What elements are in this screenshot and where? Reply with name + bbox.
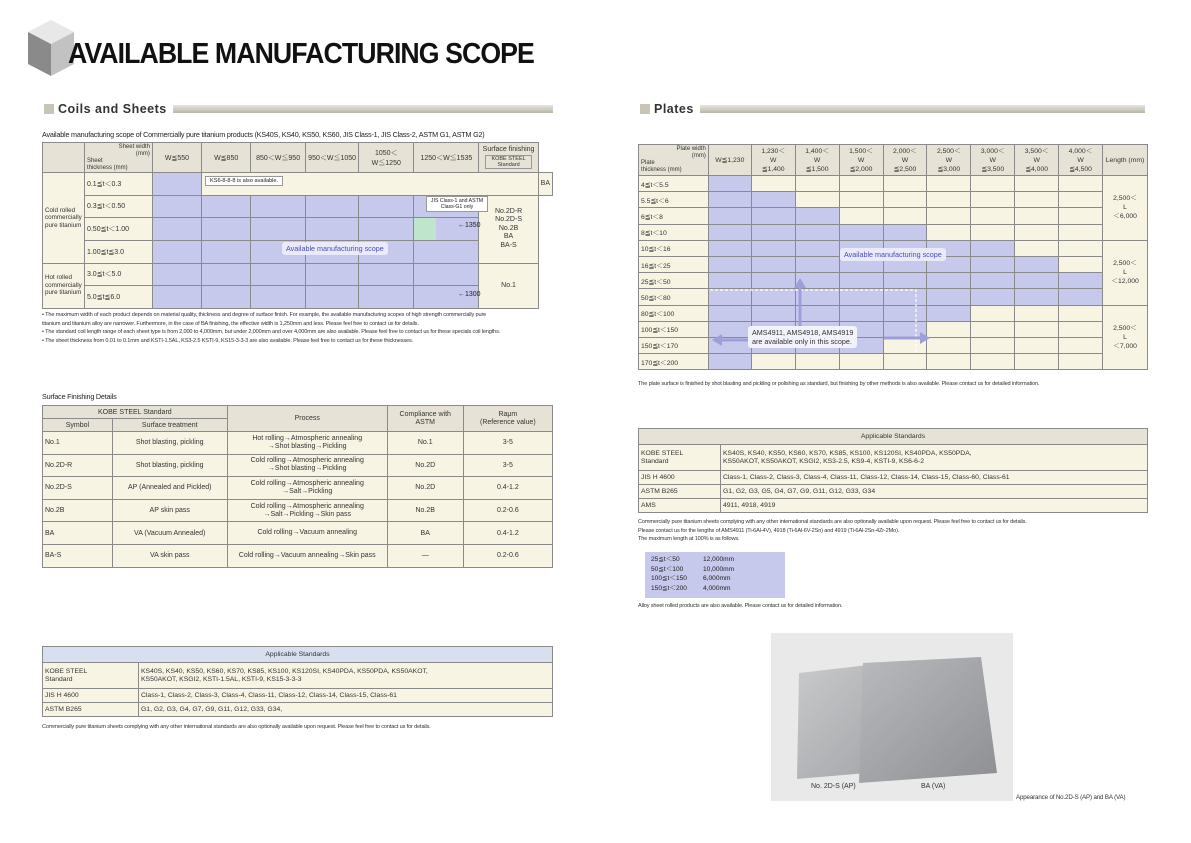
plates-cell (1059, 192, 1103, 208)
surface-h-symbol: Symbol (43, 419, 113, 432)
coils-col-5: 1050＜W≦1250 (359, 143, 414, 173)
photo-label-right: BA (VA) (921, 783, 946, 790)
plates-cell (1059, 240, 1103, 256)
plates-cell (1015, 256, 1059, 272)
surface-treatment: Shot blasting, pickling (112, 432, 227, 455)
plates-cell (751, 208, 795, 224)
surface-h-process: Process (227, 406, 387, 432)
surface-symbol: No.2D-S (43, 477, 113, 500)
standards-note-right: The maximum length at 100% is as follows. (638, 536, 740, 542)
surface-symbol: No.2D-R (43, 454, 113, 477)
plates-cell (1015, 192, 1059, 208)
plates-cell (1015, 321, 1059, 337)
standards-note-right: Commercially pure titanium sheets complying with any other international standards are also optionally available upon request. Please feel free to contact us for details. (638, 519, 1027, 525)
plates-cell (708, 240, 751, 256)
surface-caption: Surface Finishing Details (42, 392, 117, 401)
coils-col-6: 1250＜W≦1535 (414, 143, 479, 173)
plates-cell (795, 176, 839, 192)
value-1350: ←1350 (458, 222, 481, 229)
standard-value: KS40S, KS40, KS50, KS60, KS70, KS85, KS100, KS120SI, KS40PDA, KS50PDA, KS50AKOT, KS50AKOT, KSGI2, KS3-2.5, KS9-4, KSTI-9, KS6-6-2 (721, 445, 1148, 471)
plates-row-label: 100≦t＜150 (639, 321, 709, 337)
plates-cell (971, 192, 1015, 208)
plates-cell (927, 192, 971, 208)
coils-heading: Coils and Sheets (44, 102, 553, 116)
plates-row-label: 5.5≦t＜6 (639, 192, 709, 208)
plates-cell (1059, 256, 1103, 272)
plates-row-label: 16≦t＜25 (639, 256, 709, 272)
maxlen-range: 100≦t＜150 (651, 575, 687, 582)
plates-col: 3,500＜ W ≦4,000 (1015, 145, 1059, 176)
plates-cell (839, 192, 883, 208)
surface-treatment: VA skin pass (112, 544, 227, 567)
standards-title: Applicable Standards (43, 647, 553, 663)
standard-key: AMS (639, 499, 721, 513)
standard-key: JIS H 4600 (43, 689, 139, 703)
plates-cell (708, 256, 751, 272)
plates-corner: Plate width (mm) Plate thickness (mm) (639, 145, 709, 176)
plates-row-label: 170≦t＜200 (639, 354, 709, 370)
plates-col: W≦1,230 (708, 145, 751, 176)
coils-row-label: 5.0≦t≦6.0 (84, 286, 152, 309)
standard-key: ASTM B265 (639, 485, 721, 499)
standards-title: Applicable Standards (639, 429, 1148, 445)
plates-cell (971, 224, 1015, 240)
plates-cell (971, 305, 1015, 321)
surface-ra: 0.2-0.6 (463, 499, 552, 522)
surface-astm: No.2B (387, 499, 463, 522)
plates-col: 1,400＜ W ≦1,500 (795, 145, 839, 176)
max-length-box (645, 552, 785, 598)
plates-cell (971, 289, 1015, 305)
coils-note: • The standard coil length range of each sheet type is from 2,000 to 4,000mm, but under 2,000mm and over 4,000mm are also available. Please feel free to contact us for these specials coil lengths. (42, 329, 501, 335)
plates-row-label: 150≦t＜170 (639, 337, 709, 353)
plates-cell (1015, 289, 1059, 305)
plates-cell (751, 192, 795, 208)
plates-cell (1059, 289, 1103, 305)
coils-col-3: 850＜W≦950 (251, 143, 306, 173)
plates-cell (1015, 176, 1059, 192)
surface-ra: 0.4-1.2 (463, 477, 552, 500)
standards-table-left (42, 646, 553, 717)
surface-astm: — (387, 544, 463, 567)
plates-length: 2,500＜ L ＜12,000 (1103, 240, 1148, 305)
plates-cell (839, 176, 883, 192)
surface-process: Hot rolling→Atmospheric annealing →Shot blasting→Pickling (227, 432, 387, 455)
coils-row-label: 0.1≦t＜0.3 (84, 173, 152, 196)
plates-cell (1059, 337, 1103, 353)
photo-label-left: No. 2D-S (AP) (811, 783, 856, 790)
plates-cell (795, 224, 839, 240)
plates-cell (708, 224, 751, 240)
plates-col: 1,500＜ W ≦2,000 (839, 145, 883, 176)
plates-col: 1,230＜ W ≦1,400 (751, 145, 795, 176)
maxlen-range: 150≦t＜200 (651, 584, 687, 592)
surface-h-treat: Surface treatment (112, 419, 227, 432)
plates-cell (971, 256, 1015, 272)
plates-cell (971, 208, 1015, 224)
surface-process: Cold rolling→Atmospheric annealing →Salt→Pickling (227, 477, 387, 500)
maxlen-range: 25≦t＜50 (651, 556, 680, 563)
maxlen-value: 10,000mm (703, 565, 735, 573)
surface-symbol: No.1 (43, 432, 113, 455)
plates-cell (751, 176, 795, 192)
value-1300: ←1300 (458, 291, 481, 298)
plates-row-label: 80≦t＜100 (639, 305, 709, 321)
plates-cell (795, 192, 839, 208)
surface-process: Cold rolling→Atmospheric annealing →Shot blasting→Pickling (227, 454, 387, 477)
coils-finish-ba: BA (538, 173, 552, 196)
plates-cell (795, 208, 839, 224)
coils-scope-bubble: Available manufacturing scope (282, 242, 388, 255)
alloy-note: Alloy sheet rolled products are also available. Please contact us for detailed information. (638, 603, 843, 609)
maxlen-value: 12,000mm (703, 556, 735, 563)
coils-group-hot: Hot rolled commercially pure titanium (43, 263, 85, 308)
surface-ra: 3-5 (463, 454, 552, 477)
coils-finish-header: Surface finishing KOBE STEEL Standard (479, 143, 538, 173)
plates-length-header: Length (mm) (1103, 145, 1148, 176)
surface-treatment: AP (Annealed and Pickled) (112, 477, 227, 500)
plates-cell (1059, 208, 1103, 224)
plates-cell (883, 224, 927, 240)
coils-note: • The sheet thickness from 0.01 to 0.1mm and KSTI-1.5AL, KS3-2.5 KSTI-9, KS15-3-3-3 are also available. Please feel free to contact us for these thicknesses. (42, 337, 414, 344)
surface-table (42, 405, 553, 568)
surface-symbol: No.2B (43, 499, 113, 522)
plates-cell (971, 321, 1015, 337)
plates-cell (751, 256, 795, 272)
surface-astm: No.1 (387, 432, 463, 455)
coils-col-2: W≦850 (202, 143, 251, 173)
photo-caption: Appearance of No.2D-S (AP) and BA (VA) (1016, 794, 1126, 801)
plates-cell (1015, 305, 1059, 321)
coils-note: titanium and titanium alloy are narrower. Furthermore, in the case of BA finishing, the effective width is 1,250mm and less. Please feel free to contact us for details. (42, 320, 419, 327)
surface-astm: BA (387, 522, 463, 545)
plates-cell (883, 192, 927, 208)
plates-cell (751, 240, 795, 256)
plates-cell (971, 354, 1015, 370)
surface-process: Cold rolling→Atmospheric annealing →Salt→Pickling→Skin pass (227, 499, 387, 522)
plates-cell (1059, 305, 1103, 321)
standard-value: G1, G2, G3, G4, G7, G9, G11, G12, G33, G34, (139, 703, 553, 717)
plates-cell (839, 224, 883, 240)
coils-note: • The maximum width of each product depends on material quality, thickness and degree of surface finish. For example, the available manufacturing scopes of high strength commercially pure (42, 312, 487, 318)
titanium-sheets-photo (771, 633, 1013, 801)
ams-bubble: AMS4911, AMS4918, AMS4919 are available only in this scope. (748, 326, 857, 348)
plates-cell (1015, 224, 1059, 240)
plates-length: 2,500＜ L ＜6,000 (1103, 176, 1148, 241)
surface-ra: 3-5 (463, 432, 552, 455)
plates-cell (883, 176, 927, 192)
plates-cell (751, 224, 795, 240)
surface-astm: No.2D (387, 454, 463, 477)
plates-row-label: 8≦t＜10 (639, 224, 709, 240)
plates-row-label: 6≦t＜8 (639, 208, 709, 224)
plates-scope-bubble: Available manufacturing scope (840, 248, 946, 261)
standard-value: Class-1, Class-2, Class-3, Class-4, Class-11, Class-12, Class-14, Class-15, Class-61 (139, 689, 553, 703)
plates-heading: Plates (640, 102, 1145, 116)
plates-row-label: 4≦t＜5.5 (639, 176, 709, 192)
maxlen-value: 4,000mm (703, 584, 731, 592)
page-title: AVAILABLE MANUFACTURING SCOPE (68, 38, 534, 70)
plates-cell (839, 208, 883, 224)
surface-astm: No.2D (387, 477, 463, 500)
plates-row-label: 25≦t＜50 (639, 273, 709, 289)
standard-key: JIS H 4600 (639, 471, 721, 485)
coils-row-label: 0.3≦t＜0.50 (84, 195, 152, 218)
coils-row-label: 1.00≦t≦3.0 (84, 241, 152, 264)
standard-key: ASTM B265 (43, 703, 139, 717)
surface-h-kobe: KOBE STEEL Standard (43, 406, 228, 419)
plates-cell (708, 176, 751, 192)
plates-cell (1059, 273, 1103, 289)
plates-col: 2,500＜ W ≦3,000 (927, 145, 971, 176)
coils-corner: Sheet width (mm) Sheet thickness (mm) (84, 143, 152, 173)
maxlen-value: 6,000mm (703, 575, 731, 582)
surface-treatment: AP skin pass (112, 499, 227, 522)
maxlen-range: 50≦t＜100 (651, 565, 684, 573)
plates-row-label: 10≦t＜16 (639, 240, 709, 256)
plates-cell (971, 337, 1015, 353)
plates-cell (927, 176, 971, 192)
plates-cell (1059, 224, 1103, 240)
surface-process: Cold rolling→Vacuum annealing→Skin pass (227, 544, 387, 567)
plates-cell (971, 176, 1015, 192)
plates-cell (1059, 354, 1103, 370)
plates-cell (795, 256, 839, 272)
plates-cell (1015, 240, 1059, 256)
ks-callout: KS6-8-8-8 is also available. (205, 176, 283, 186)
surface-h-ra: Raμm (Reference value) (463, 406, 552, 432)
plates-cell (708, 208, 751, 224)
standard-key: KOBE STEEL Standard (639, 445, 721, 471)
standard-value: G1, G2, G3, G5, G4, G7, G9, G11, G12, G33, G34 (721, 485, 1148, 499)
surface-process: Cold rolling→Vacuum annealing (227, 522, 387, 545)
jis-callout: JIS Class-1 and ASTM Class-G1 only (426, 196, 488, 212)
plates-cell (1015, 208, 1059, 224)
coils-row-label: 0.50≦t＜1.00 (84, 218, 152, 241)
coils-finish-no1: No.1 (479, 263, 538, 308)
plates-cell (708, 192, 751, 208)
coils-finish-list: No.2D-R No.2D-S No.2B BA BA-S (479, 195, 538, 263)
standard-value: KS40S, KS40, KS50, KS60, KS70, KS85, KS100, KS120SI, KS40PDA, KS50PDA, KS50AKOT, KS50AKOT, KSGI2, KSTI-1.5AL, KSTI-9, KS15-3-3-3 (139, 663, 553, 689)
plates-cell (1059, 176, 1103, 192)
standards-note-left: Commercially pure titanium sheets complying with any other international standards are also optionally available upon request. Please feel free to contact us for details. (42, 724, 431, 730)
plates-col: 2,000＜ W ≦2,500 (883, 145, 927, 176)
standards-note-right: Please contact us for the lengths of AMS4911 (Ti-6Al-4V), 4918 (Ti-6Al-6V-2Sn) and 4919 (Ti-6Al-2Sn-4Zr-2Mo). (638, 527, 900, 534)
coils-caption: Available manufacturing scope of Commercially pure titanium products (KS40S, KS40, KS50, KS60, JIS Class-1, JIS Class-2, ASTM G1, ASTM G2) (42, 130, 485, 139)
surface-symbol: BA-S (43, 544, 113, 567)
coils-col-1: W≦550 (152, 143, 201, 173)
plates-cell (883, 208, 927, 224)
standards-table-right (638, 428, 1148, 513)
standard-key: KOBE STEEL Standard (43, 663, 139, 689)
plates-cell (1015, 337, 1059, 353)
plates-col: 4,000＜ W ≦4,500 (1059, 145, 1103, 176)
plates-length: 2,500＜ L ＜7,000 (1103, 305, 1148, 370)
standard-value: 4911, 4918, 4919 (721, 499, 1148, 513)
plates-note: The plate surface is finished by shot blasting and pickling or polishing as standard, but finishing by other methods is also available. Please contact us for detailed information. (638, 381, 1040, 387)
surface-h-astm: Compliance with ASTM (387, 406, 463, 432)
plates-cell (971, 240, 1015, 256)
plates-cell (795, 240, 839, 256)
coils-row-label: 3.0≦t＜5.0 (84, 263, 152, 286)
surface-treatment: Shot blasting, pickling (112, 454, 227, 477)
standard-value: Class-1, Class-2, Class-3, Class-4, Class-11, Class-12, Class-14, Class-15, Class-60, Class-61 (721, 471, 1148, 485)
plates-cell (927, 224, 971, 240)
surface-symbol: BA (43, 522, 113, 545)
coils-group-cold: Cold rolled commercially pure titanium (43, 173, 85, 264)
plates-cell (971, 273, 1015, 289)
plates-cell (1015, 354, 1059, 370)
surface-ra: 0.2-0.6 (463, 544, 552, 567)
plates-col: 3,000＜ W ≦3,500 (971, 145, 1015, 176)
plates-cell (1015, 273, 1059, 289)
plates-cell (927, 208, 971, 224)
coils-col-4: 950＜W≦1050 (305, 143, 358, 173)
plates-cell (1059, 321, 1103, 337)
surface-ra: 0.4-1.2 (463, 522, 552, 545)
surface-treatment: VA (Vacuum Annealed) (112, 522, 227, 545)
plates-row-label: 50≦t＜80 (639, 289, 709, 305)
ams-arrows (708, 278, 948, 370)
